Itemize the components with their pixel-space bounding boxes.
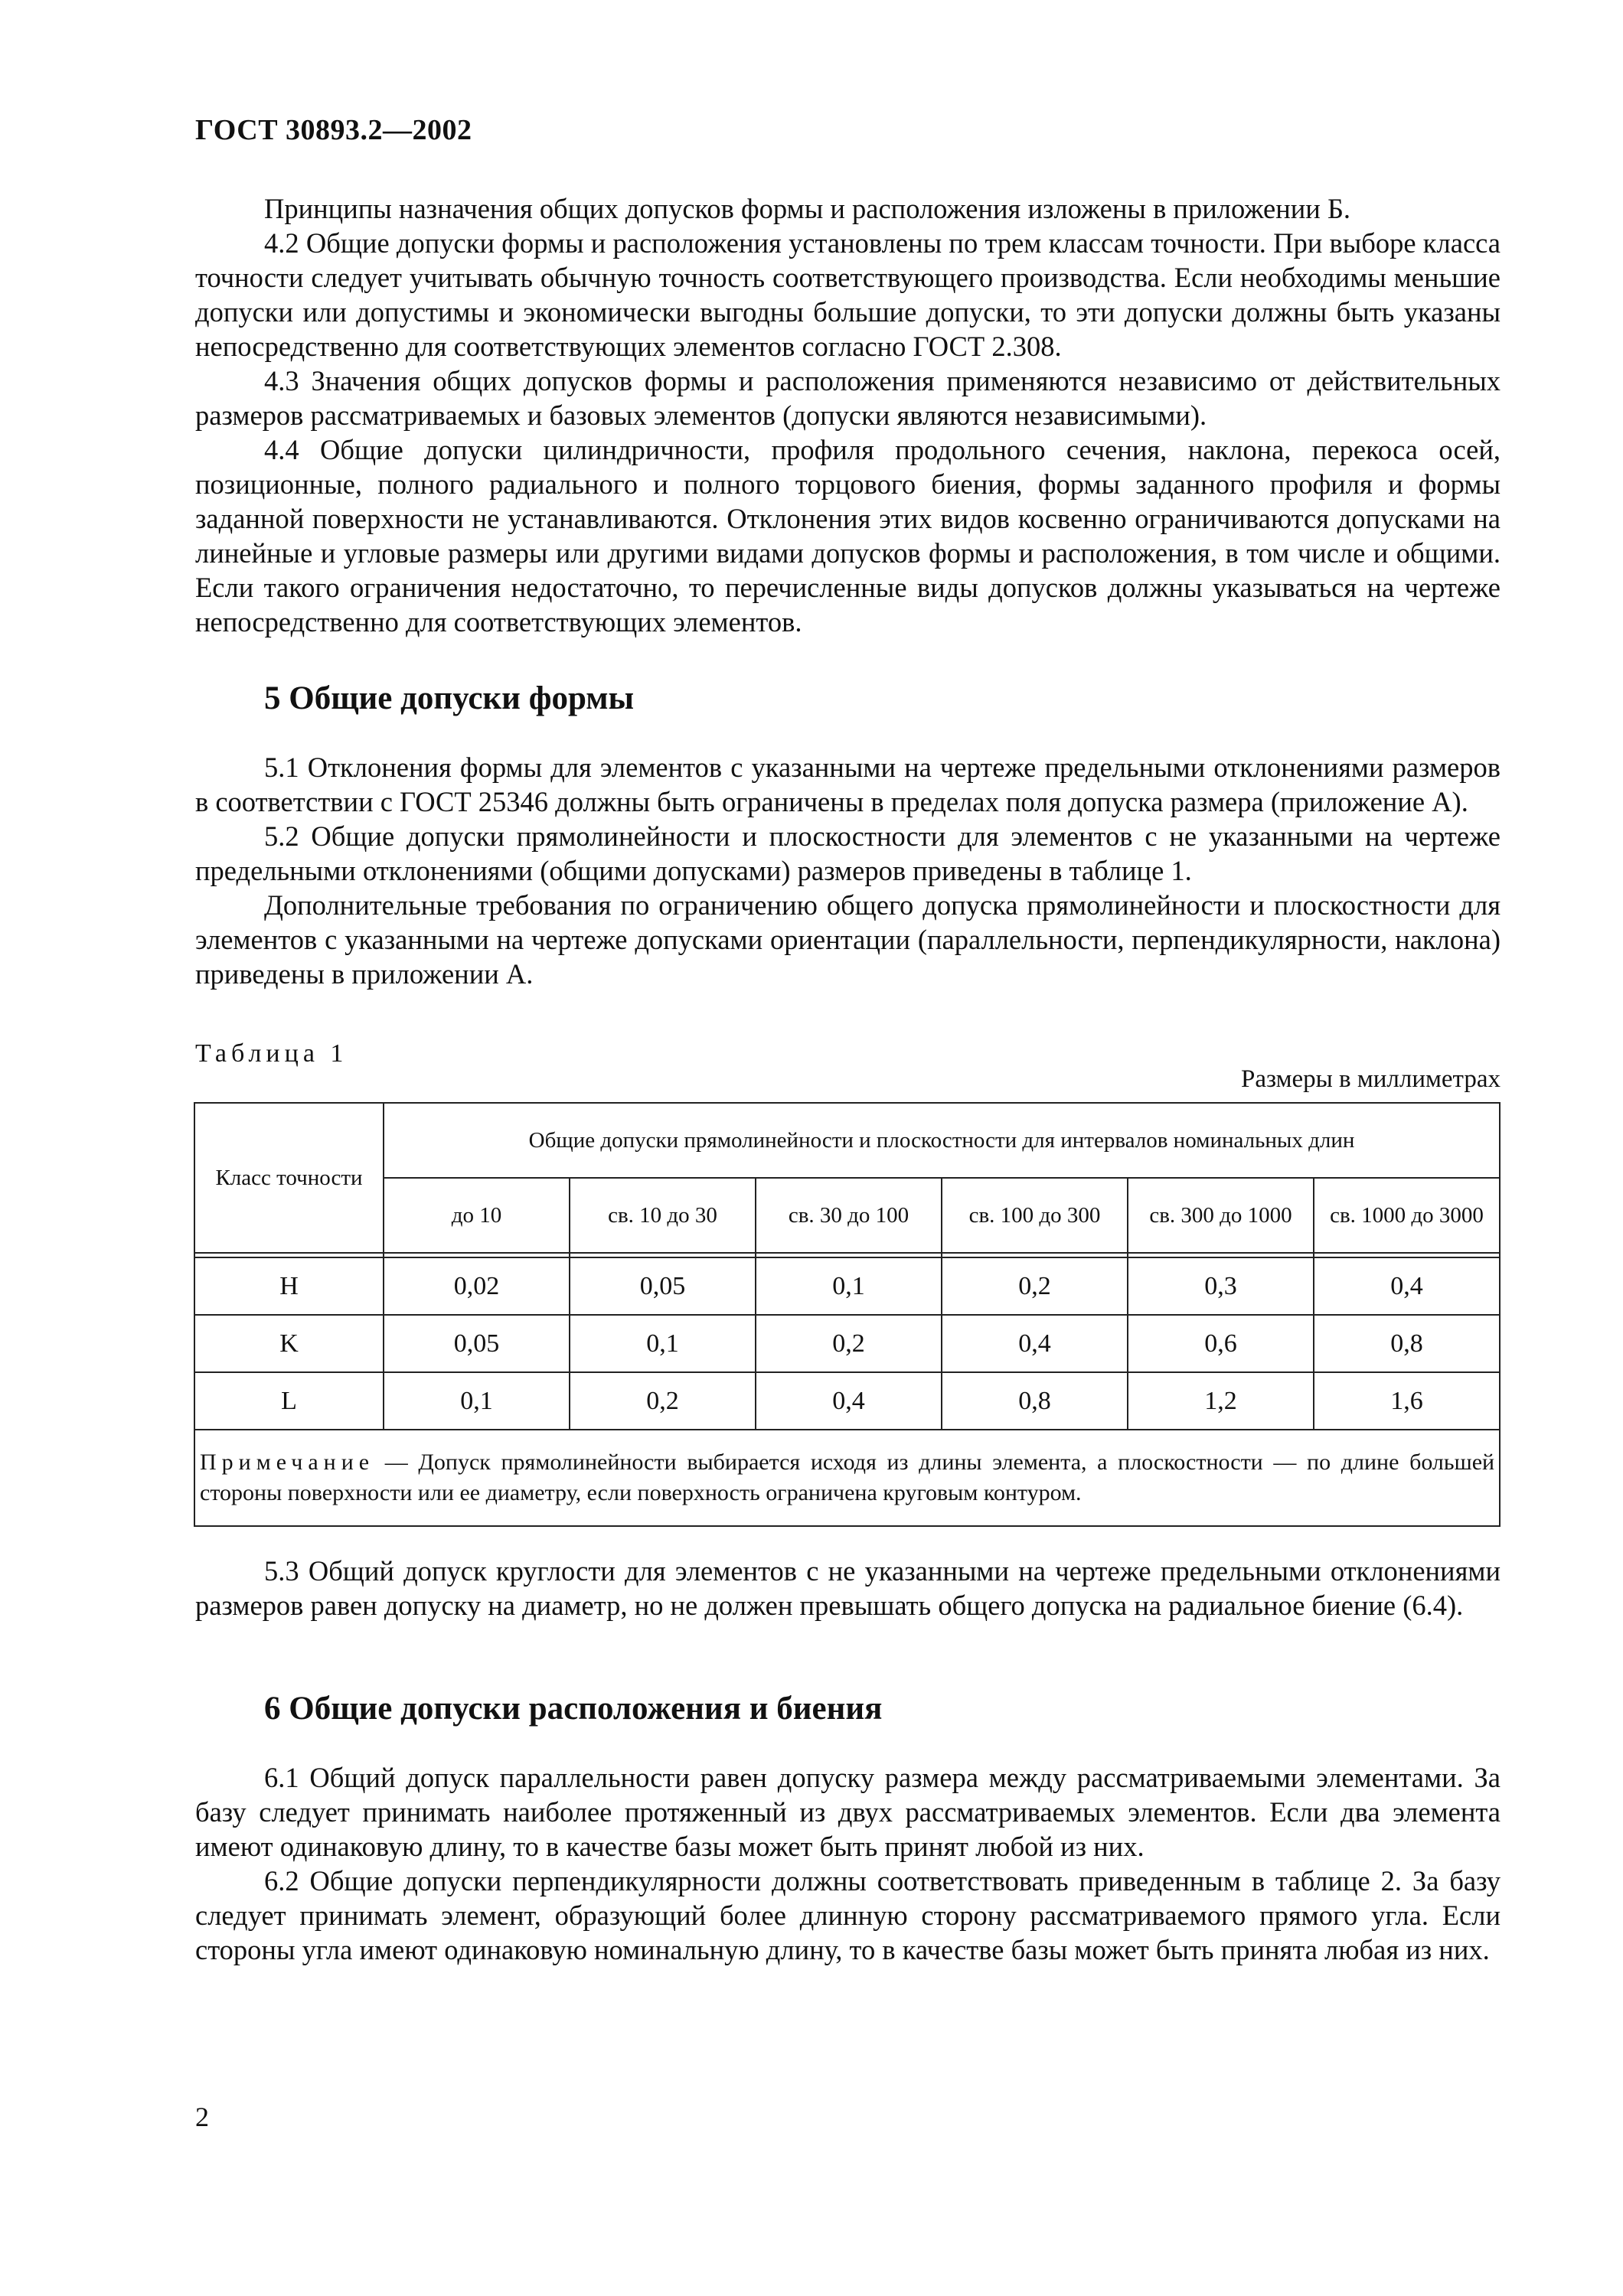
header-range: св. 30 до 100 [756, 1178, 942, 1253]
section-5-paragraphs [195, 750, 1501, 991]
header-range: св. 10 до 30 [570, 1178, 756, 1253]
table-cell: 0,8 [1314, 1315, 1500, 1372]
page-number: 2 [195, 2102, 209, 2132]
table-cell: 1,6 [1314, 1372, 1500, 1430]
section-5-title: 5 Общие допуски формы [264, 680, 635, 716]
table-cell: 0,2 [570, 1372, 756, 1430]
header-range: св. 100 до 300 [942, 1178, 1128, 1253]
header-tolerance-group: Общие допуски прямолинейности и плоскостности для интервалов номинальных длин [384, 1103, 1500, 1178]
table-row [194, 1315, 1500, 1372]
paragraph-5-2-addendum: Дополнительные требования по ограничению общего допуска прямолинейности и плоскостности для элементов с указанными на чертеже допусками ориентации (параллельности, перпендикулярности, наклона) приведены в приложении А. [195, 889, 1501, 990]
cell-class: H [194, 1257, 384, 1315]
table-cell: 1,2 [1128, 1372, 1314, 1430]
header-range: св. 300 до 1000 [1128, 1178, 1314, 1253]
paragraph-5-3: 5.3 Общий допуск круглости для элементов с не указанными на чертеже предельными отклонениями размеров равен допуску на диаметр, но не должен превышать общего допуска на радиальное биение (6.4). [195, 1555, 1501, 1621]
table-cell: 0,1 [384, 1372, 570, 1430]
table-cell: 0,02 [384, 1257, 570, 1315]
table-cell: 0,8 [942, 1372, 1128, 1430]
table-row [194, 1257, 1500, 1315]
note-text: — Допуск прямолинейности выбирается исходя из длины элемента, а плоскостности — по длине большей стороны поверхности или ее диаметру, если поверхность ограничена круговым контуром. [200, 1450, 1495, 1505]
table-cell: 0,05 [384, 1315, 570, 1372]
table-cell: 0,1 [756, 1257, 942, 1315]
table-cell: 0,4 [1314, 1257, 1500, 1315]
cell-class: K [194, 1315, 384, 1372]
header-class: Класс точности [194, 1103, 384, 1253]
cell-class: L [194, 1372, 384, 1430]
table-cell: 0,05 [570, 1257, 756, 1315]
table-row [194, 1372, 1500, 1430]
section-5-3-paragraph-block [195, 1554, 1501, 1623]
intro-paragraphs [195, 191, 1501, 639]
table-cell: 0,1 [570, 1315, 756, 1372]
paragraph-4-2: 4.2 Общие допуски формы и расположения установлены по трем классам точности. При выборе класса точности следует учитывать обычную точность соответствующего производства. Если необходимы меньшие допуски или допустимы и экономически выгодны большие допуски, то эти допуски должны быть указаны непосредственно для соответствующих элементов согласно ГОСТ 2.308. [195, 227, 1501, 362]
table-1 [194, 1102, 1501, 1527]
header-range: св. 1000 до 3000 [1314, 1178, 1500, 1253]
section-6-paragraphs [195, 1760, 1501, 1967]
table-1-caption: Таблица 1 [195, 1039, 348, 1068]
table-cell: 0,3 [1128, 1257, 1314, 1315]
table-note [194, 1430, 1500, 1526]
paragraph-4-4: 4.4 Общие допуски цилиндричности, профиля продольного сечения, наклона, перекоса осей, позиционные, полного радиального и полного торцового биения, формы заданного профиля и формы заданной поверхности не устанавливаются. Отклонения этих видов косвенно ограничиваются допусками на линейные и угловые размеры или другими видами допусков формы и расположения, в том числе и общими. Если такого ограничения недостаточно, то перечисленные виды допусков должны указываться на чертеже непосредственно для соответствующих элементов. [195, 434, 1501, 638]
table-1-units: Размеры в миллиметрах [1241, 1065, 1501, 1093]
table-cell: 0,4 [756, 1372, 942, 1430]
header-range: до 10 [384, 1178, 570, 1253]
paragraph-principles: Принципы назначения общих допусков формы и расположения изложены в приложении Б. [264, 193, 1351, 224]
document-header: ГОСТ 30893.2—2002 [195, 114, 472, 146]
paragraph-5-2: 5.2 Общие допуски прямолинейности и плоскостности для элементов с не указанными на чертеже предельными отклонениями (общими допусками) размеров приведены в таблице 1. [195, 820, 1501, 886]
note-label: Примечание [200, 1450, 375, 1475]
table-cell: 0,6 [1128, 1315, 1314, 1372]
paragraph-6-1: 6.1 Общий допуск параллельности равен допуску размера между рассматриваемыми элементами. За базу следует принимать наиболее протяженный из двух рассматриваемых элементов. Если два элемента имеют одинаковую длину, то в качестве базы может быть принят любой из них. [195, 1762, 1501, 1862]
paragraph-5-1: 5.1 Отклонения формы для элементов с указанными на чертеже предельными отклонениями размеров в соответствии с ГОСТ 25346 должны быть ограничены в пределах поля допуска размера (приложение А). [195, 752, 1501, 817]
table-note-row [194, 1430, 1500, 1526]
paragraph-6-2: 6.2 Общие допуски перпендикулярности должны соответствовать приведенным в таблице 2. За базу следует принимать элемент, образующий более длинную сторону рассматриваемого прямого угла. Если стороны угла имеют одинаковую номинальную длину, то в качестве базы может быть принята любая из них. [195, 1865, 1501, 1965]
section-6-title: 6 Общие допуски расположения и биения [264, 1691, 883, 1727]
table-cell: 0,2 [756, 1315, 942, 1372]
table-cell: 0,4 [942, 1315, 1128, 1372]
table-cell: 0,2 [942, 1257, 1128, 1315]
paragraph-4-3: 4.3 Значения общих допусков формы и расположения применяются независимо от действительных размеров рассматриваемых и базовых элементов (допуски являются независимыми). [195, 365, 1501, 431]
